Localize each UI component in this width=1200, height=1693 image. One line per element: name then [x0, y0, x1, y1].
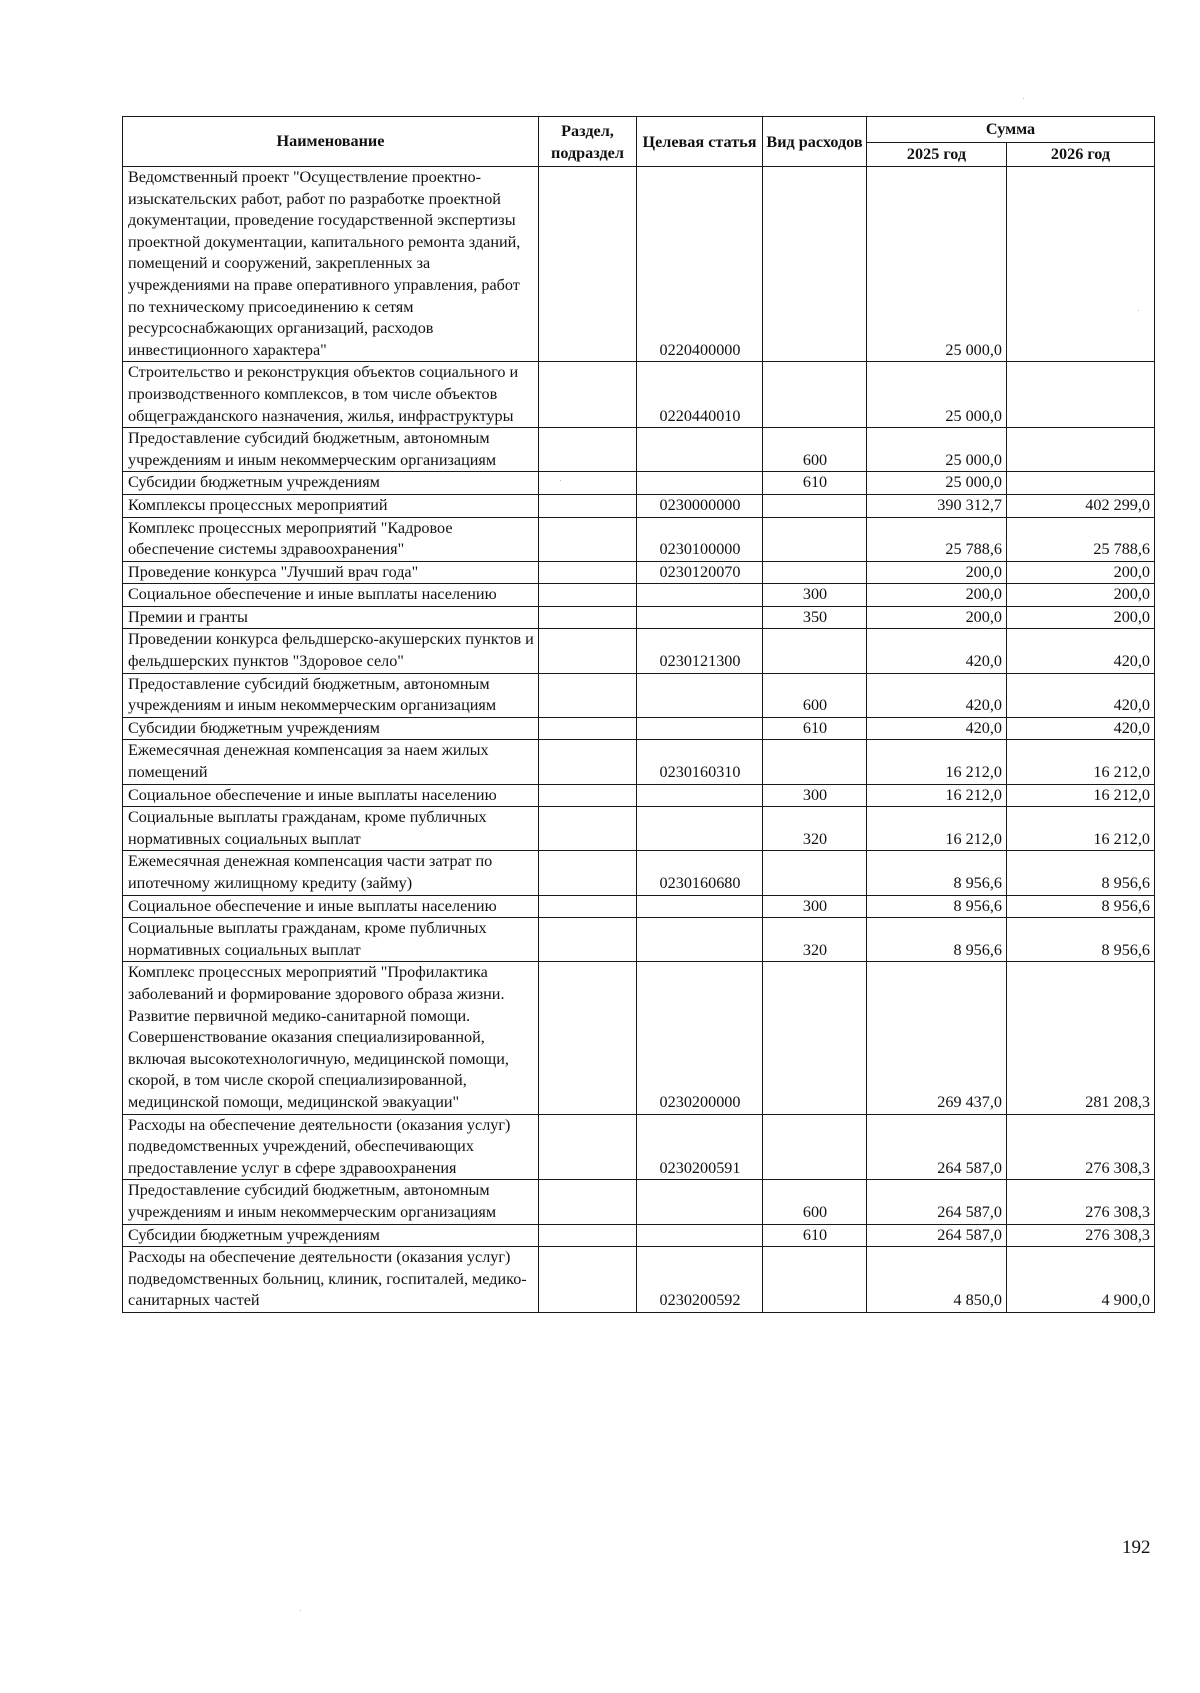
- cell-expense-type: 300: [763, 784, 867, 807]
- cell-target: [637, 472, 763, 495]
- cell-expense-type: [763, 494, 867, 517]
- cell-sum-2025: 420,0: [867, 717, 1007, 740]
- cell-sum-2025: 25 000,0: [867, 362, 1007, 428]
- cell-section: [539, 1247, 637, 1313]
- cell-target: 0230160680: [637, 851, 763, 895]
- scan-speck: [1138, 310, 1139, 311]
- cell-name: Проведении конкурса фельдшерско-акушерских пунктов и фельдшерских пунктов "Здоровое село": [123, 629, 539, 673]
- cell-expense-type: 350: [763, 606, 867, 629]
- cell-expense-type: [763, 561, 867, 584]
- cell-sum-2026: 16 212,0: [1007, 807, 1155, 851]
- cell-sum-2026: [1007, 428, 1155, 472]
- table-row: [123, 740, 1155, 784]
- table-row: [123, 1224, 1155, 1247]
- cell-target: 0220400000: [637, 167, 763, 362]
- cell-expense-type: 300: [763, 584, 867, 607]
- cell-section: [539, 717, 637, 740]
- table-row: [123, 561, 1155, 584]
- cell-expense-type: [763, 962, 867, 1114]
- cell-name: Ведомственный проект "Осуществление проектно-изыскательских работ, работ по разработке проектной документации, проведение государственной экспертизы проектной документации, капитального ремонта зданий, помещений и сооружений, закрепленных за учреждениями на праве оперативного управления, работ по техническому присоединению к сетям ресурсоснабжающих организаций, расходов инвестиционного характера": [123, 167, 539, 362]
- table-row: [123, 962, 1155, 1114]
- cell-target: 0230000000: [637, 494, 763, 517]
- cell-section: [539, 494, 637, 517]
- cell-section: [539, 606, 637, 629]
- header-sum: Сумма: [867, 117, 1155, 143]
- cell-section: [539, 918, 637, 962]
- cell-sum-2025: 8 956,6: [867, 895, 1007, 918]
- cell-sum-2025: 16 212,0: [867, 807, 1007, 851]
- table-body: [123, 167, 1155, 1313]
- cell-sum-2025: 16 212,0: [867, 740, 1007, 784]
- table-row: [123, 807, 1155, 851]
- cell-target: [637, 428, 763, 472]
- cell-name: Ежемесячная денежная компенсация за наем жилых помещений: [123, 740, 539, 784]
- table-row: [123, 517, 1155, 561]
- cell-expense-type: [763, 362, 867, 428]
- table-row: [123, 494, 1155, 517]
- cell-name: Предоставление субсидий бюджетным, автономным учреждениям и иным некоммерческим организациям: [123, 428, 539, 472]
- table-row: [123, 1180, 1155, 1224]
- cell-section: [539, 740, 637, 784]
- table-header: [123, 117, 1155, 167]
- cell-sum-2026: [1007, 167, 1155, 362]
- table-row: [123, 362, 1155, 428]
- cell-name: Премии и гранты: [123, 606, 539, 629]
- cell-target: 0230120070: [637, 561, 763, 584]
- cell-sum-2025: 200,0: [867, 584, 1007, 607]
- cell-target: [637, 673, 763, 717]
- cell-target: 0230121300: [637, 629, 763, 673]
- cell-expense-type: 610: [763, 717, 867, 740]
- cell-sum-2026: 4 900,0: [1007, 1247, 1155, 1313]
- cell-sum-2026: [1007, 362, 1155, 428]
- cell-name: Субсидии бюджетным учреждениям: [123, 1224, 539, 1247]
- cell-expense-type: 600: [763, 673, 867, 717]
- table-row: [123, 428, 1155, 472]
- header-section: Раздел, подраздел: [539, 117, 637, 167]
- cell-target: 0230160310: [637, 740, 763, 784]
- cell-name: Комплекс процессных мероприятий "Кадровое обеспечение системы здравоохранения": [123, 517, 539, 561]
- cell-expense-type: 320: [763, 807, 867, 851]
- cell-name: Предоставление субсидий бюджетным, автономным учреждениям и иным некоммерческим организациям: [123, 1180, 539, 1224]
- cell-name: Социальные выплаты гражданам, кроме публичных нормативных социальных выплат: [123, 807, 539, 851]
- table-row: [123, 784, 1155, 807]
- cell-expense-type: [763, 1247, 867, 1313]
- table-row: [123, 584, 1155, 607]
- cell-target: 0220440010: [637, 362, 763, 428]
- cell-target: [637, 1224, 763, 1247]
- cell-section: [539, 851, 637, 895]
- table-row: [123, 851, 1155, 895]
- cell-name: Субсидии бюджетным учреждениям: [123, 717, 539, 740]
- cell-sum-2025: 264 587,0: [867, 1180, 1007, 1224]
- cell-name: Социальные выплаты гражданам, кроме публичных нормативных социальных выплат: [123, 918, 539, 962]
- cell-target: [637, 784, 763, 807]
- cell-target: [637, 1180, 763, 1224]
- cell-name: Социальное обеспечение и иные выплаты населению: [123, 784, 539, 807]
- cell-sum-2026: 281 208,3: [1007, 962, 1155, 1114]
- cell-sum-2026: 200,0: [1007, 561, 1155, 584]
- scan-speck: [300, 1610, 301, 1611]
- cell-section: [539, 784, 637, 807]
- header-year-2025: 2025 год: [867, 143, 1007, 167]
- cell-section: [539, 584, 637, 607]
- cell-section: [539, 517, 637, 561]
- scan-speck: [1023, 98, 1024, 99]
- cell-section: [539, 962, 637, 1114]
- header-target: Целевая статья: [637, 117, 763, 167]
- cell-expense-type: 610: [763, 1224, 867, 1247]
- cell-sum-2025: 390 312,7: [867, 494, 1007, 517]
- cell-target: [637, 606, 763, 629]
- header-name: Наименование: [123, 117, 539, 167]
- cell-section: [539, 167, 637, 362]
- table-row: [123, 673, 1155, 717]
- cell-section: [539, 561, 637, 584]
- cell-sum-2025: 8 956,6: [867, 851, 1007, 895]
- cell-sum-2026: 8 956,6: [1007, 895, 1155, 918]
- cell-sum-2026: 16 212,0: [1007, 740, 1155, 784]
- cell-section: [539, 895, 637, 918]
- cell-expense-type: 610: [763, 472, 867, 495]
- cell-sum-2025: 269 437,0: [867, 962, 1007, 1114]
- cell-target: 0230200591: [637, 1114, 763, 1180]
- cell-sum-2025: 420,0: [867, 673, 1007, 717]
- table-row: [123, 1114, 1155, 1180]
- cell-expense-type: [763, 517, 867, 561]
- cell-target: [637, 584, 763, 607]
- cell-target: [637, 918, 763, 962]
- cell-sum-2026: 276 308,3: [1007, 1180, 1155, 1224]
- cell-section: [539, 1224, 637, 1247]
- cell-name: Проведение конкурса "Лучший врач года": [123, 561, 539, 584]
- cell-expense-type: [763, 629, 867, 673]
- cell-name: Комплекс процессных мероприятий "Профилактика заболеваний и формирование здорового образа жизни. Развитие первичной медико-санитарной помощи. Совершенствование оказания специализированной, включая высокотехнологичную, медицинской помощи, скорой, в том числе скорой специализированной, медицинской помощи, медицинской эвакуации": [123, 962, 539, 1114]
- header-year-2026: 2026 год: [1007, 143, 1155, 167]
- cell-name: Расходы на обеспечение деятельности (оказания услуг) подведомственных учреждений, обеспечивающих предоставление услуг в сфере здравоохранения: [123, 1114, 539, 1180]
- cell-sum-2025: 25 000,0: [867, 428, 1007, 472]
- cell-sum-2026: 420,0: [1007, 717, 1155, 740]
- cell-expense-type: [763, 851, 867, 895]
- cell-name: Субсидии бюджетным учреждениям: [123, 472, 539, 495]
- budget-table: [122, 116, 1155, 1313]
- page-number: 192: [1122, 1537, 1151, 1558]
- cell-sum-2025: 264 587,0: [867, 1224, 1007, 1247]
- cell-sum-2026: 200,0: [1007, 584, 1155, 607]
- cell-sum-2026: 420,0: [1007, 629, 1155, 673]
- cell-expense-type: [763, 167, 867, 362]
- cell-name: Социальное обеспечение и иные выплаты населению: [123, 584, 539, 607]
- cell-section: [539, 807, 637, 851]
- table-row: [123, 918, 1155, 962]
- table-row: [123, 895, 1155, 918]
- cell-target: 0230200000: [637, 962, 763, 1114]
- cell-sum-2025: 25 000,0: [867, 167, 1007, 362]
- header-expense-type: Вид расходов: [763, 117, 867, 167]
- table-row: [123, 606, 1155, 629]
- cell-target: 0230100000: [637, 517, 763, 561]
- cell-sum-2025: 25 000,0: [867, 472, 1007, 495]
- cell-sum-2025: 200,0: [867, 561, 1007, 584]
- cell-sum-2025: 25 788,6: [867, 517, 1007, 561]
- cell-sum-2025: 8 956,6: [867, 918, 1007, 962]
- cell-name: Предоставление субсидий бюджетным, автономным учреждениям и иным некоммерческим организациям: [123, 673, 539, 717]
- cell-sum-2026: 420,0: [1007, 673, 1155, 717]
- cell-sum-2025: 4 850,0: [867, 1247, 1007, 1313]
- cell-sum-2026: 16 212,0: [1007, 784, 1155, 807]
- cell-target: 0230200592: [637, 1247, 763, 1313]
- cell-target: [637, 895, 763, 918]
- cell-sum-2026: 402 299,0: [1007, 494, 1155, 517]
- cell-section: [539, 629, 637, 673]
- cell-sum-2025: 16 212,0: [867, 784, 1007, 807]
- scan-speck: [560, 480, 561, 481]
- cell-section: [539, 1180, 637, 1224]
- cell-expense-type: 600: [763, 428, 867, 472]
- cell-sum-2025: 200,0: [867, 606, 1007, 629]
- table-row: [123, 167, 1155, 362]
- table-row: [123, 1247, 1155, 1313]
- table-row: [123, 472, 1155, 495]
- cell-sum-2026: 276 308,3: [1007, 1224, 1155, 1247]
- cell-section: [539, 428, 637, 472]
- cell-sum-2026: 200,0: [1007, 606, 1155, 629]
- cell-sum-2025: 420,0: [867, 629, 1007, 673]
- cell-sum-2025: 264 587,0: [867, 1114, 1007, 1180]
- cell-section: [539, 362, 637, 428]
- table-row: [123, 629, 1155, 673]
- cell-sum-2026: 276 308,3: [1007, 1114, 1155, 1180]
- cell-name: Строительство и реконструкция объектов социального и производственного комплексов, в том числе объектов общегражданского назначения, жилья, инфраструктуры: [123, 362, 539, 428]
- cell-name: Ежемесячная денежная компенсация части затрат по ипотечному жилищному кредиту (займу): [123, 851, 539, 895]
- cell-section: [539, 472, 637, 495]
- cell-section: [539, 1114, 637, 1180]
- cell-section: [539, 673, 637, 717]
- table-row: [123, 717, 1155, 740]
- cell-sum-2026: 25 788,6: [1007, 517, 1155, 561]
- cell-target: [637, 807, 763, 851]
- cell-name: Расходы на обеспечение деятельности (оказания услуг) подведомственных больниц, клиник, госпиталей, медико-санитарных частей: [123, 1247, 539, 1313]
- cell-expense-type: [763, 740, 867, 784]
- cell-sum-2026: 8 956,6: [1007, 851, 1155, 895]
- cell-target: [637, 717, 763, 740]
- cell-expense-type: 320: [763, 918, 867, 962]
- cell-expense-type: 600: [763, 1180, 867, 1224]
- cell-expense-type: 300: [763, 895, 867, 918]
- cell-name: Комплексы процессных мероприятий: [123, 494, 539, 517]
- cell-expense-type: [763, 1114, 867, 1180]
- cell-name: Социальное обеспечение и иные выплаты населению: [123, 895, 539, 918]
- cell-sum-2026: [1007, 472, 1155, 495]
- cell-sum-2026: 8 956,6: [1007, 918, 1155, 962]
